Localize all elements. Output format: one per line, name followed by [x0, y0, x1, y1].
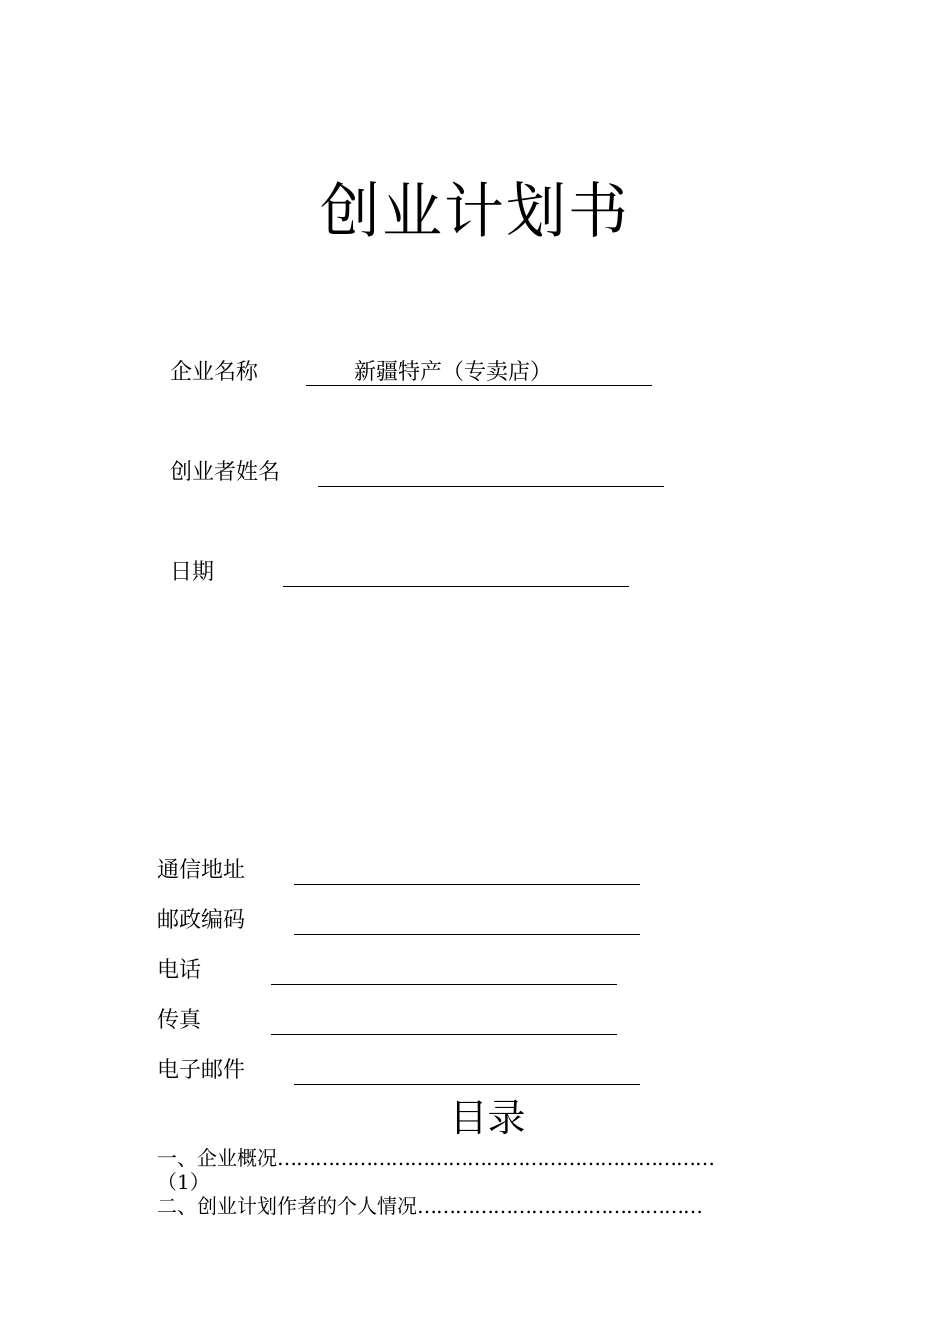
founder-name-field[interactable]	[318, 460, 664, 487]
phone-field[interactable]	[271, 958, 617, 985]
toc-entry-text: 一、企业概况	[157, 1146, 277, 1170]
founder-name-label: 创业者姓名	[170, 460, 281, 485]
fax-field[interactable]	[271, 1008, 617, 1035]
company-name-value: 新疆特产（专卖店）	[354, 360, 553, 385]
company-name-label: 企业名称	[170, 360, 259, 385]
toc-entry-leader: ………………………………………	[417, 1194, 702, 1218]
postal-code-label: 邮政编码	[157, 908, 246, 933]
phone-label: 电话	[157, 958, 202, 983]
address-label: 通信地址	[157, 858, 246, 883]
toc-entry[interactable]	[157, 1194, 807, 1218]
company-name-field[interactable]	[306, 360, 652, 386]
date-field[interactable]	[283, 560, 629, 587]
email-field[interactable]	[294, 1058, 640, 1085]
toc-title: 目录	[449, 1096, 526, 1140]
email-label: 电子邮件	[157, 1058, 246, 1083]
address-field[interactable]	[294, 858, 640, 885]
toc-entry[interactable]	[157, 1146, 807, 1170]
postal-code-field[interactable]	[294, 908, 640, 935]
document-title: 创业计划书	[320, 177, 630, 247]
toc-entry-leader: ……………………………………………………………	[277, 1146, 714, 1170]
fax-label: 传真	[157, 1008, 202, 1033]
toc-entry-page	[157, 1170, 807, 1194]
toc-entry-page-number: （1）	[157, 1170, 210, 1194]
toc-entry-text: 二、创业计划作者的个人情况	[157, 1194, 417, 1218]
date-label: 日期	[170, 560, 215, 585]
